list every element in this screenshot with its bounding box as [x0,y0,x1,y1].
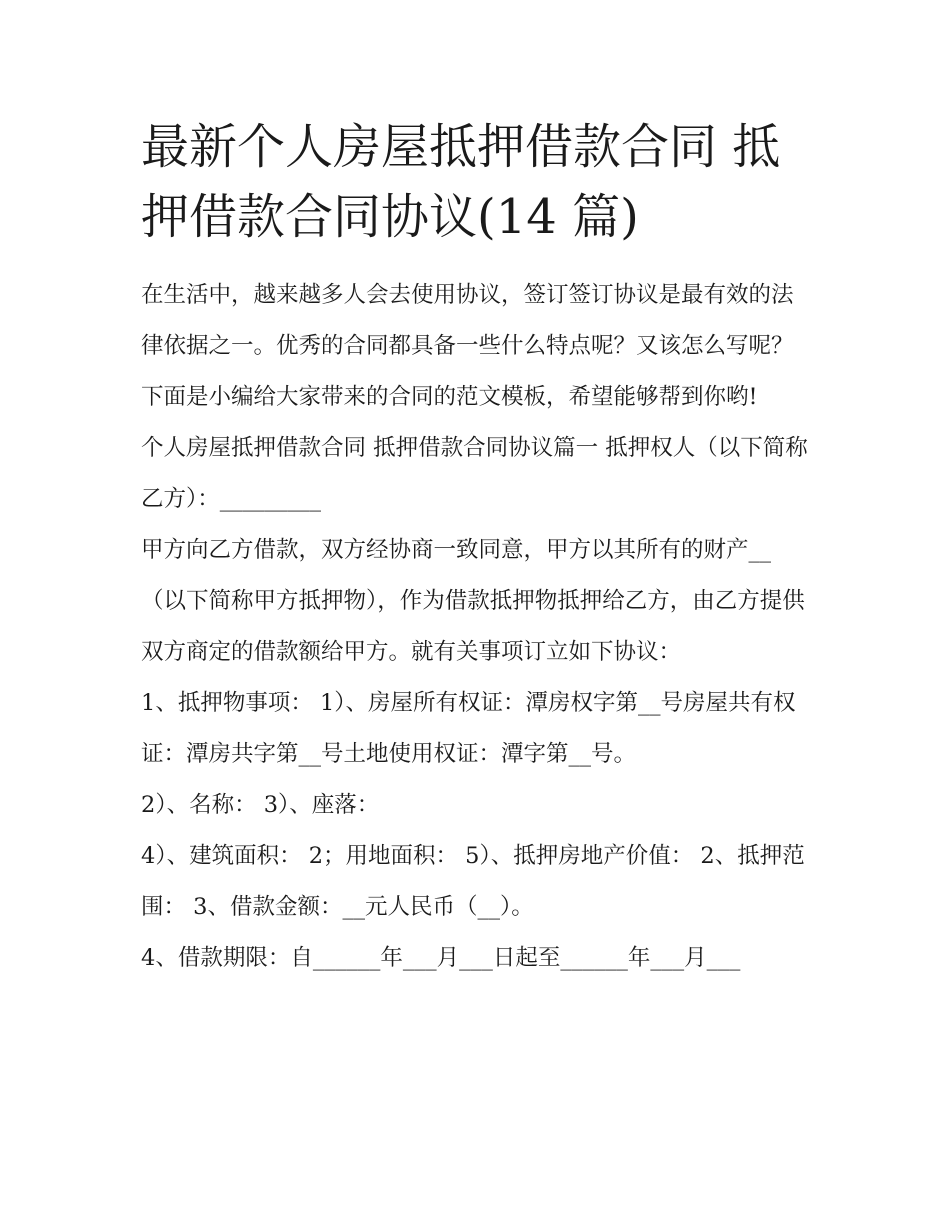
section-heading-paragraph: 个人房屋抵押借款合同 抵押借款合同协议篇一 抵押权人（以下简称乙方）：_________ [141,435,808,512]
agreement-paragraph: 甲方向乙方借款，双方经协商一致同意，甲方以其所有的财产__（以下简称甲方抵押物），作为借款抵押物抵押给乙方，由乙方提供双方商定的借款额给甲方。就有关事项订立如下协议： [141,537,805,665]
clause-4-paragraph: 4）、建筑面积： 2；用地面积： 5）、抵押房地产价值： 2、抵押范围： 3、借款金额：__元人民币（__）。 [141,843,805,920]
clause-1-paragraph: 1、抵押物事项： 1）、房屋所有权证：潭房权字第__号房屋共有权证：潭房共字第__号土地使用权证：潭字第__号。 [141,690,796,767]
loan-term-paragraph: 4、借款期限：自______年___月___日起至______年___月___ [141,945,741,971]
document-title: 最新个人房屋抵押借款合同 抵押借款合同协议(14 篇) [141,119,781,245]
clause-2-paragraph: 2）、名称： 3）、座落： [141,792,380,818]
intro-paragraph: 在生活中，越来越多人会去使用协议，签订签订协议是最有效的法律依据之一。优秀的合同都具备一些什么特点呢？又该怎么写呢？下面是小编给大家带来的合同的范文模板，希望能够帮到你哟! [141,282,794,410]
document-body [141,112,813,984]
